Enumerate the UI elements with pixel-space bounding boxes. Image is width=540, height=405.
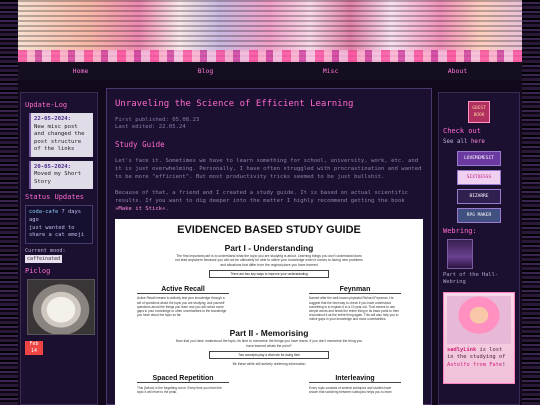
webring-image[interactable] bbox=[447, 239, 473, 269]
book-link[interactable]: »Make it Stick« bbox=[115, 206, 166, 213]
log-entry bbox=[29, 113, 93, 157]
interleaving-heading: Interleaving bbox=[335, 375, 375, 383]
post-paragraph: Because of that, a friend and I created a study guide. It is based on actual scientific results. If you want to dig deeper into the matter I highly recommend getting the book »Make it Stick«. bbox=[115, 189, 408, 213]
log-date: 20-05-2024: bbox=[34, 163, 72, 170]
see-all-link[interactable]: here bbox=[470, 139, 485, 145]
site-buttons bbox=[443, 151, 515, 223]
main-nav bbox=[18, 62, 522, 80]
log-text: Moved my Short Story bbox=[34, 171, 82, 185]
guide-row-2 bbox=[115, 375, 423, 394]
status-widget bbox=[25, 205, 93, 243]
piclog-title: Piclog bbox=[25, 266, 51, 275]
guide-interleaving bbox=[309, 375, 401, 394]
guide-part-1-text: The first important part is to understand what the topic you are studying is about. Learning things you don't understand does not lead anywhere because you will not be ultimately be able to utilize your knowledge when it comes to facing new problems and situations that differ from the original place you have learned bbox=[175, 254, 363, 267]
study-guide-image bbox=[115, 219, 423, 405]
nav-about-link[interactable]: About bbox=[447, 67, 468, 75]
log-date: 22-05-2024: bbox=[34, 116, 72, 122]
site-button[interactable]: SIXTOESSS bbox=[457, 170, 501, 185]
glitch-border-right bbox=[522, 0, 540, 405]
guide-part-2-text: Now that you have understood the topic, its time to memorise the things you have learnt. If you don't memorise the thing you have learned whats the point? bbox=[175, 339, 363, 348]
mood-label: Current mood: bbox=[25, 247, 66, 254]
post-title: Unraveling the Science of Efficient Learning bbox=[115, 99, 354, 109]
status-updates-title: Status Updates bbox=[25, 193, 85, 202]
guide-part-1-box: There are two key ways to improve your understanding bbox=[209, 270, 329, 278]
character-card bbox=[443, 292, 515, 384]
blog-post bbox=[106, 88, 432, 405]
nav-blog-link[interactable]: Blog bbox=[197, 67, 214, 75]
right-sidebar bbox=[438, 92, 520, 405]
webring-label: Part of the Hall-Webring bbox=[443, 272, 499, 286]
character-link[interactable]: Astolfo from Fate bbox=[447, 361, 503, 368]
guide-title: EVIDENCED BASED STUDY GUIDE bbox=[177, 224, 361, 237]
guide-part-1: Part I - Understanding bbox=[224, 243, 314, 254]
webring-title: Webring: bbox=[443, 227, 477, 235]
guide-spaced-repetition bbox=[137, 375, 229, 394]
spaced-text: This (below) is the forgetting curve. Every time you learn the topic it will reset to the peak. bbox=[137, 385, 222, 394]
post-paragraph: Let's face it. Sometimes we have to learn something for school, university, work, etc. and it is just overwhelming. Personally, I have often struggled with procrastination and wanted to be more "efficient". But most productivity tricks seemed to be just bullshit. bbox=[115, 157, 422, 180]
calendar-icon: Feb 14 bbox=[25, 341, 43, 355]
feynman-text: Named after the well-known physicist Richard Feynman. He suggest that the best way to check if you have understood something is to explain it to a 10 year old. That means to use simple words and break the entire thing in its basic parts to then reconstruct it as the entire thing again. This will also help you to notice gaps in your knowledge and close uncertainties. bbox=[309, 296, 400, 322]
section-heading: Study Guide bbox=[115, 139, 165, 149]
nav-home-link[interactable]: Home bbox=[72, 67, 89, 75]
glitch-border-left bbox=[0, 0, 18, 405]
log-entry bbox=[29, 161, 93, 190]
guestbook-button[interactable]: GUEST BOOK bbox=[468, 101, 490, 123]
guide-part-2: Part II - Memorising bbox=[229, 328, 309, 339]
active-recall-text: Active Recall means to actively test your knowledge through a set of questions about the topic you are studying. Ask yourself questions about the things you learn and you will notice some gaps in your knowledge or other uncertainties to the knowledge you have about the topic so far. bbox=[137, 296, 227, 318]
status-user-link[interactable]: coda-cafe bbox=[29, 209, 59, 216]
feynman-heading: Feynman bbox=[339, 285, 371, 293]
guide-feynman bbox=[309, 286, 401, 321]
character-image bbox=[447, 296, 511, 344]
status-time: 7 days ago bbox=[29, 209, 81, 223]
guide-part-2-note: Be these while still actively retrieving information bbox=[232, 361, 306, 366]
see-all-text: See all here bbox=[443, 139, 485, 145]
guide-active-recall bbox=[137, 286, 229, 321]
post-meta bbox=[115, 117, 423, 132]
checkout-title: Check out bbox=[443, 127, 481, 135]
active-recall-heading: Active Recall bbox=[161, 285, 205, 293]
edited-date: Last edited: 22.05.24 bbox=[115, 124, 186, 131]
log-text: New misc post and changed the post structure of the links bbox=[34, 123, 85, 153]
update-log-title: Update-Log bbox=[25, 101, 68, 109]
published-date: First published: 05.08.23 bbox=[115, 117, 200, 123]
spaced-heading: Spaced Repetition bbox=[152, 375, 214, 383]
nav-misc-link[interactable]: Misc bbox=[322, 67, 339, 75]
site-button[interactable]: LOVEMEMESIT bbox=[457, 151, 501, 166]
character-text: sadlyLink is lost in the studying of Astolfo from Fate! bbox=[447, 347, 506, 368]
piclog-coffee-image[interactable] bbox=[27, 279, 95, 335]
guide-part-2-box: Two concepts play a vital role for doing this! bbox=[209, 351, 329, 359]
status-text: just wanted to share a cat emoji bbox=[29, 224, 85, 239]
mood-badge: caffeinated bbox=[27, 255, 61, 262]
site-button[interactable]: RPG MAKER bbox=[457, 208, 501, 223]
header-banner bbox=[18, 0, 522, 62]
guide-row-1 bbox=[115, 286, 423, 321]
interleaving-text: Every topic consists of several subtopics and studies have shown that switching between subtopics helps you to learn bbox=[309, 385, 392, 394]
site-button[interactable]: BIZARRE bbox=[457, 189, 501, 204]
left-sidebar bbox=[20, 92, 98, 405]
